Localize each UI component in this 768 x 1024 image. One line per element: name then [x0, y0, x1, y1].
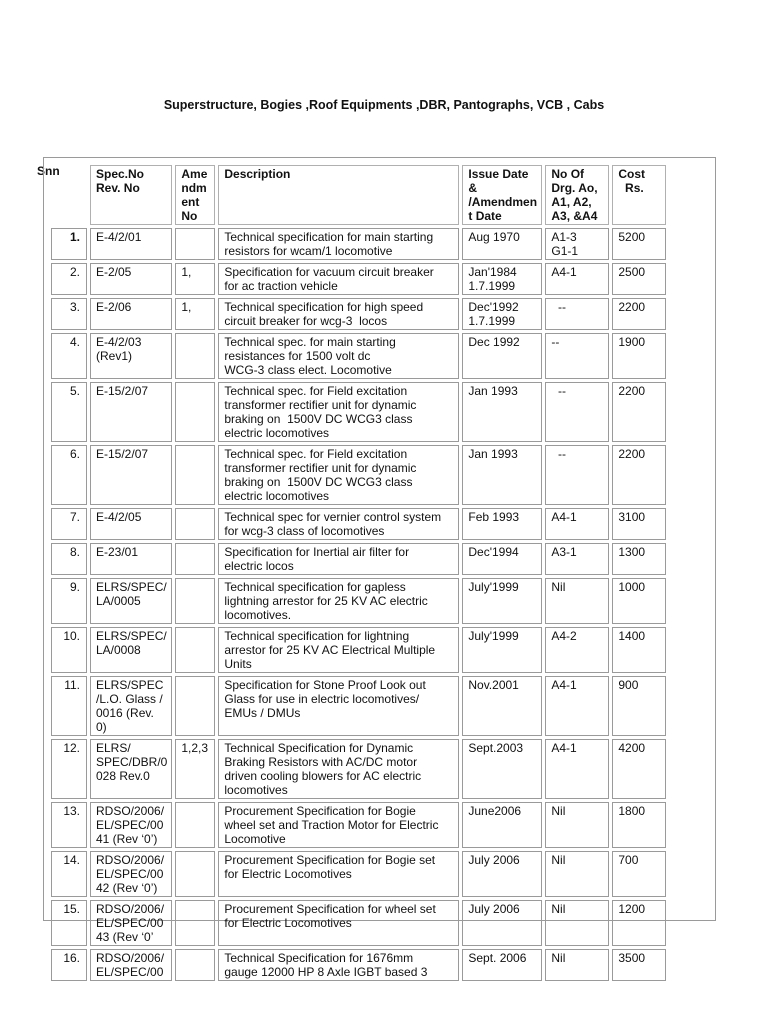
row-description: Specification for Inertial air filter for electric locos	[218, 543, 459, 575]
table-row	[51, 298, 666, 330]
table-row	[51, 739, 666, 799]
row-issue-date: Sept.2003	[462, 739, 542, 799]
row-serial-no: 13.	[51, 802, 87, 848]
row-amendment-no	[175, 900, 215, 946]
row-spec-no: E-4/2/05	[90, 508, 172, 540]
table-row	[51, 228, 666, 260]
row-drawings: A3-1	[545, 543, 609, 575]
row-cost: 2500	[612, 263, 666, 295]
row-issue-date: July 2006	[462, 900, 542, 946]
row-amendment-no	[175, 445, 215, 505]
row-amendment-no	[175, 578, 215, 624]
table-row	[51, 508, 666, 540]
row-cost: 1300	[612, 543, 666, 575]
row-spec-no: E-2/06	[90, 298, 172, 330]
row-issue-date: July'1999	[462, 627, 542, 673]
document-title: Superstructure, Bogies ,Roof Equipments ,DBR, Pantographs, VCB , Cabs	[163, 98, 605, 112]
table-row	[51, 900, 666, 946]
table-row	[51, 802, 666, 848]
table-row	[51, 851, 666, 897]
row-issue-date: Sept. 2006	[462, 949, 542, 981]
row-description: Technical Specification for Dynamic Braking Resistors with AC/DC motor driven cooling blowers for AC electric locomotives	[218, 739, 459, 799]
row-drawings: A4-1	[545, 676, 609, 736]
row-spec-no: E-2/05	[90, 263, 172, 295]
row-serial-no: 8.	[51, 543, 87, 575]
row-serial-no: 9.	[51, 578, 87, 624]
row-amendment-no	[175, 333, 215, 379]
row-cost: 1800	[612, 802, 666, 848]
header-description: Description	[218, 165, 459, 225]
table-row	[51, 676, 666, 736]
row-spec-no: ELRS/SPEC /L.O. Glass / 0016 (Rev. 0)	[90, 676, 172, 736]
row-spec-no: E-4/2/03 (Rev1)	[90, 333, 172, 379]
row-drawings: Nil	[545, 900, 609, 946]
row-cost: 3500	[612, 949, 666, 981]
row-amendment-no	[175, 949, 215, 981]
row-issue-date: Aug 1970	[462, 228, 542, 260]
row-amendment-no	[175, 382, 215, 442]
row-amendment-no	[175, 508, 215, 540]
row-serial-no: 1.	[51, 228, 87, 260]
row-issue-date: Jan 1993	[462, 445, 542, 505]
row-spec-no: RDSO/2006/ EL/SPEC/00 41 (Rev ‘0’)	[90, 802, 172, 848]
row-drawings: A4-1	[545, 508, 609, 540]
row-drawings: --	[545, 445, 609, 505]
row-description: Specification for Stone Proof Look out Glass for use in electric locomotives/ EMUs / DMUs	[218, 676, 459, 736]
row-drawings: Nil	[545, 802, 609, 848]
row-spec-no: RDSO/2006/ EL/SPEC/00 42 (Rev ‘0’)	[90, 851, 172, 897]
row-issue-date: Dec 1992	[462, 333, 542, 379]
header-issue-date: Issue Date & /Amendmen t Date	[462, 165, 542, 225]
row-description: Procurement Specification for Bogie wheel set and Traction Motor for Electric Locomotive	[218, 802, 459, 848]
row-amendment-no	[175, 802, 215, 848]
table-row	[51, 445, 666, 505]
row-drawings: Nil	[545, 578, 609, 624]
row-description: Procurement Specification for wheel set for Electric Locomotives	[218, 900, 459, 946]
row-cost: 700	[612, 851, 666, 897]
row-cost: 5200	[612, 228, 666, 260]
row-description: Procurement Specification for Bogie set for Electric Locomotives	[218, 851, 459, 897]
row-description: Technical specification for main starting resistors for wcam/1 locomotive	[218, 228, 459, 260]
row-drawings: --	[545, 298, 609, 330]
header-no-of-drawings: No Of Drg. Ao, A1, A2, A3, &A4	[545, 165, 609, 225]
row-amendment-no: 1,2,3	[175, 739, 215, 799]
row-serial-no: 6.	[51, 445, 87, 505]
row-description: Technical specification for high speed circuit breaker for wcg-3 locos	[218, 298, 459, 330]
row-drawings: A4-2	[545, 627, 609, 673]
row-cost: 1400	[612, 627, 666, 673]
row-serial-no: 3.	[51, 298, 87, 330]
row-spec-no: ELRS/SPEC/ LA/0005	[90, 578, 172, 624]
row-amendment-no	[175, 543, 215, 575]
row-description: Technical specification for gapless lightning arrestor for 25 KV AC electric locomotives.	[218, 578, 459, 624]
table-row	[51, 949, 666, 981]
row-drawings: A1-3 G1-1	[545, 228, 609, 260]
row-serial-no: 4.	[51, 333, 87, 379]
row-serial-no: 12.	[51, 739, 87, 799]
spec-table-body	[51, 228, 666, 981]
header-snn: Snn	[37, 164, 60, 178]
table-row	[51, 578, 666, 624]
row-description: Technical spec. for main starting resistances for 1500 volt dc WCG-3 class elect. Locomotive	[218, 333, 459, 379]
row-spec-no: E-15/2/07	[90, 445, 172, 505]
row-amendment-no	[175, 851, 215, 897]
row-issue-date: Jan 1993	[462, 382, 542, 442]
row-cost: 1200	[612, 900, 666, 946]
header-cost: Cost Rs.	[612, 165, 666, 225]
row-issue-date: July'1999	[462, 578, 542, 624]
table-row	[51, 382, 666, 442]
row-description: Technical spec. for Field excitation transformer rectifier unit for dynamic braking on 1500V DC WCG3 class electric locomotives	[218, 382, 459, 442]
row-description: Technical specification for lightning arrestor for 25 KV AC Electrical Multiple Units	[218, 627, 459, 673]
row-cost: 900	[612, 676, 666, 736]
row-serial-no: 7.	[51, 508, 87, 540]
header-spec-no: Spec.No Rev. No	[90, 165, 172, 225]
row-amendment-no: 1,	[175, 263, 215, 295]
row-amendment-no	[175, 676, 215, 736]
row-cost: 4200	[612, 739, 666, 799]
row-serial-no: 11.	[51, 676, 87, 736]
row-issue-date: June2006	[462, 802, 542, 848]
header-snn-cell	[51, 165, 87, 225]
row-spec-no: E-15/2/07	[90, 382, 172, 442]
row-drawings: --	[545, 333, 609, 379]
row-description: Technical spec for vernier control system for wcg-3 class of locomotives	[218, 508, 459, 540]
row-drawings: A4-1	[545, 263, 609, 295]
row-amendment-no: 1,	[175, 298, 215, 330]
table-row	[51, 543, 666, 575]
row-serial-no: 16.	[51, 949, 87, 981]
row-cost: 3100	[612, 508, 666, 540]
row-description: Technical Specification for 1676mm gauge 12000 HP 8 Axle IGBT based 3	[218, 949, 459, 981]
row-cost: 2200	[612, 298, 666, 330]
row-serial-no: 5.	[51, 382, 87, 442]
row-spec-no: E-4/2/01	[90, 228, 172, 260]
row-drawings: Nil	[545, 949, 609, 981]
table-row	[51, 333, 666, 379]
row-serial-no: 2.	[51, 263, 87, 295]
row-cost: 2200	[612, 445, 666, 505]
table-row	[51, 627, 666, 673]
header-amendment-no: Ame ndm ent No	[175, 165, 215, 225]
row-drawings: --	[545, 382, 609, 442]
spec-table-frame	[43, 157, 716, 979]
row-amendment-no	[175, 627, 215, 673]
row-spec-no: RDSO/2006/ EL/SPEC/00	[90, 949, 172, 981]
row-issue-date: Nov.2001	[462, 676, 542, 736]
row-serial-no: 10.	[51, 627, 87, 673]
row-drawings: A4-1	[545, 739, 609, 799]
row-cost: 1000	[612, 578, 666, 624]
row-description: Technical spec. for Field excitation transformer rectifier unit for dynamic braking on 1500V DC WCG3 class electric locomotives	[218, 445, 459, 505]
spec-table	[48, 162, 669, 984]
header-row	[51, 165, 666, 225]
row-cost: 1900	[612, 333, 666, 379]
row-issue-date: Feb 1993	[462, 508, 542, 540]
row-serial-no: 15.	[51, 900, 87, 946]
row-issue-date: July 2006	[462, 851, 542, 897]
row-issue-date: Jan'1984 1.7.1999	[462, 263, 542, 295]
row-issue-date: Dec'1994	[462, 543, 542, 575]
row-spec-no: ELRS/ SPEC/DBR/0 028 Rev.0	[90, 739, 172, 799]
row-description: Specification for vacuum circuit breaker for ac traction vehicle	[218, 263, 459, 295]
table-row	[51, 263, 666, 295]
row-spec-no: RDSO/2006/ EL/SPEC/00 43 (Rev ‘0’	[90, 900, 172, 946]
row-amendment-no	[175, 228, 215, 260]
row-spec-no: E-23/01	[90, 543, 172, 575]
row-serial-no: 14.	[51, 851, 87, 897]
row-cost: 2200	[612, 382, 666, 442]
row-drawings: Nil	[545, 851, 609, 897]
row-issue-date: Dec'1992 1.7.1999	[462, 298, 542, 330]
row-spec-no: ELRS/SPEC/ LA/0008	[90, 627, 172, 673]
